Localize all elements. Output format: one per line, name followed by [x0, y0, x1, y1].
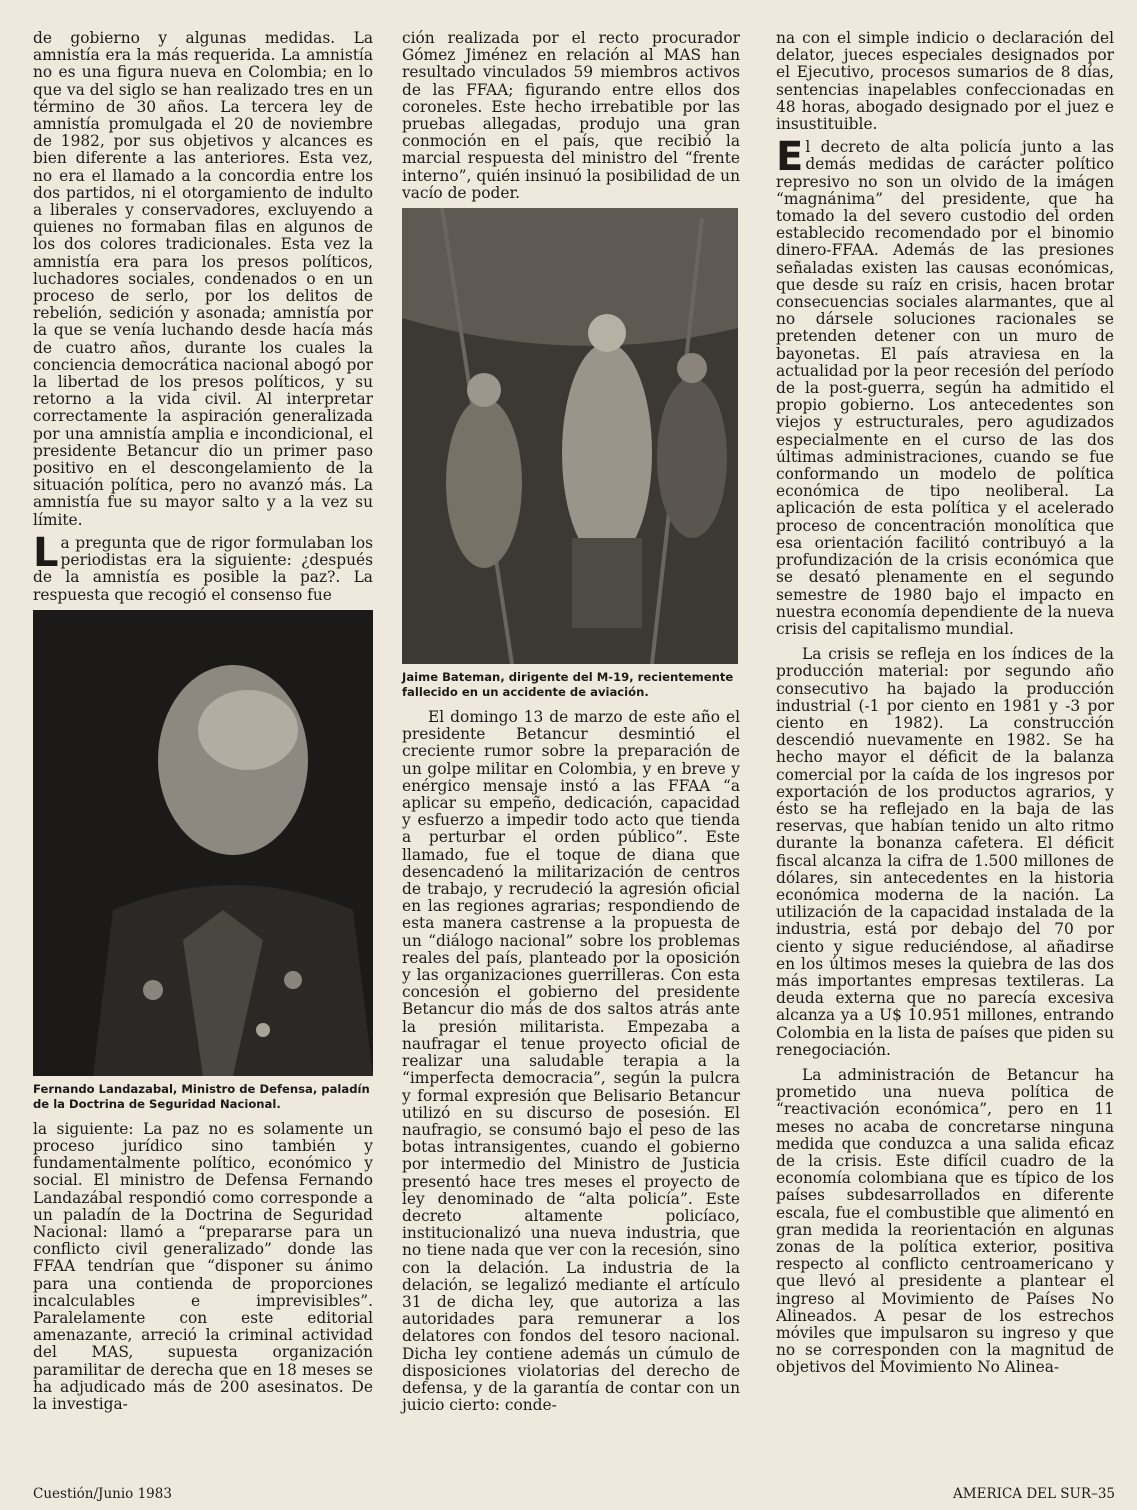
group-illustration	[402, 208, 738, 664]
footer-issue: Cuestión/Junio 1983	[33, 1486, 172, 1502]
paragraph-dropcap	[33, 529, 373, 604]
photo-bateman	[402, 208, 738, 664]
paragraph: ción realizada por el recto procurador Gómez Jiménez en relación al MAS han resultado vinculados 59 miembros activos de las FFAA; figurando entre ellos dos coroneles. Este hecho irrebatible por las pruebas allegadas, produjo una gran conmoción en el país, que recibió la marcial respuesta del ministro del “frente interno”, quién insinuó la posibilidad de un vacío de poder.	[402, 29, 740, 202]
paragraph: la siguiente: La paz no es solamente un proceso jurídico sino también y fundamentalmente político, económico y social. El ministro de Defensa Fernando Landazábal respondió como corresponde a un paladín de la Doctrina de Seguridad Nacional: llamó a “prepararse para un conflicto civil generalizado” donde las FFAA tendrían que “disponer su ánimo para una contienda de proporciones incalculables e imprevisibles”. Paralelamente con este editorial amenazante, arreció la criminal actividad del MAS, supuesta organización paramilitar de derecha que en 18 meses se ha adjudicado más de 200 asesinatos. De la investiga-	[33, 1119, 373, 1413]
drop-cap: L	[33, 529, 59, 576]
drop-cap: E	[776, 134, 804, 181]
photo-landazabal	[33, 610, 373, 1076]
photo-caption: Jaime Bateman, dirigente del M-19, recientemente fallecido en un accidente de aviación.	[402, 670, 734, 700]
paragraph: El domingo 13 de marzo de este año el presidente Betancur desmintió el creciente rumor sobre la preparación de un golpe militar en Colombia, y en breve y enérgico mensaje instó a las FFAA “a aplicar su empeño, dedicación, capacidad y esfuerzo a impedir todo acto que tienda a perturbar el orden público”. Este llamado, fue el toque de diana que desencadenó la militarización de centros de trabajo, y recrudeció la agresión oficial en las regiones agrarias; respondiendo de esta manera castrense a la propuesta de un “diálogo nacional” sobre los problemas reales del país, planteado por la oposición y las organizaciones guerrilleras. Con esta concesión el gobierno del presidente Betancur dio más de dos saltos atrás ante la presión militarista. Empezaba a naufragar el tenue proyecto oficial de realizar una saludable terapia a la “imperfecta democracia”, según la pulcra y formal expresión que Belisario Betancur utilizó en su discurso de posesión. El naufragio, se consumó bajo el peso de las botas intransigentes, cuando el gobierno por intermedio del Ministro de Justicia presentó hace tres meses el proyecto de ley denominado de “alta policía”. Este decreto altamente policíaco, institucionalizó una nueva industria, que no tiene nada que ver con la recesión, sino con la delación. La industria de la delación, se legalizó mediante el artículo 31 de dicha ley, que autoriza a las autoridades para remunerar a los delatores con fondos del tesoro nacional. Dicha ley contiene además un cúmulo de disposiciones violatorias del derecho de defensa, y de la garantía de contar con un juicio cierto: conde-	[402, 708, 740, 1415]
paragraph: La crisis se refleja en los índices de la producción material: por segundo año consecutivo ha bajado la producción industrial (-1 por ciento en 1981 y -3 por ciento en 1982). La construcción descendió nuevamente en 1982. Se ha hecho mayor el déficit de la balanza comercial por la caída de los ingresos por exportación de los productos agrarios, y ésto se ha reflejado en la baja de las reservas, que habían tenido un alto ritmo durante la bonanza cafetera. El déficit fiscal alcanza la cifra de 1.500 millones de dólares, sin antecedentes en la historia económica moderna de la nación. La utilización de la capacidad instalada de la industria, está por debajo del 70 por ciento y sigue reduciéndose, al añadirse en los últimos meses la quiebra de las dos más importantes empresas textileras. La deuda externa que no parecía excesiva alcanza ya a U$ 10.951 millones, entrando Colombia en la lista de países que piden su renegociación.	[776, 645, 1114, 1059]
paragraph: na con el simple indicio o declaración del delator, jueces especiales designados por el Ejecutivo, procesos sumarios de 8 días, sentencias inapelables confeccionadas en 48 horas, abogado designado por el juez e insustituible.	[776, 29, 1114, 134]
paragraph: de gobierno y algunas medidas. La amnistía era la más requerida. La amnistía no es una figura nueva en Colombia; en lo que va del siglo se han realizado tres en un término de 30 años. La tercera ley de amnistía promulgada el 20 de noviembre de 1982, por sus objetivos y alcances es bien diferente a las anteriores. Esta vez, no era el llamado a la concordia entre los dos partidos, ni el otorgamiento de indulto a liberales y conservadores, excluyendo a quienes no formaban filas en algunos de los dos colores tradicionales. Esta vez la amnistía era para los presos políticos, luchadores sociales, condenados o en un proceso de serlo, por los delitos de rebelión, sedición y asonada; amnistía por la que se venía luchando desde hacía más de cuatro años, durante los cuales la conciencia democrática nacional abogó por la libertad de los presos políticos, y su retorno a la vida civil. Al interpretar correctamente la aspiración generalizada por una amnistía amplia e incondicional, el presidente Betancur dio un primer paso positivo en el descongelamiento de la situación política, pero no avanzó más. La amnistía fue su mayor salto y a la vez su límite.	[33, 29, 373, 529]
paragraph-dropcap	[776, 134, 1114, 638]
column-3	[776, 30, 1114, 1377]
column-2	[402, 30, 740, 1414]
paragraph-text: l decreto de alta policía junto a las demás medidas de carácter político represivo no son un olvido de la imágen “magnánima” del presidente, que ha tomado la del severo custodio del orden establecido recomendado por el binomio dinero-FFAA. Además de las presiones señaladas existen las causas económicas, que desde su raíz en crisis, hacen brotar consecuencias sociales alarmantes, que al no dársele soluciones racionales se pretenden detener con un muro de bayonetas. El país atraviesa en la actualidad por la peor recesión del período de la post-guerra, según ha admitido el propio gobierno. Los antecedentes son viejos y estructurales, pero agudizados especialmente en el curso de las dos últimas administraciones, cuando se fue conformando un modelo de política económica de tipo neoliberal. La aplicación de esta política y el acelerado proceso de concentración monolítica que esa orientación facilitó contribuyó a la profundización de la crisis económica que se desató plenamente en el segundo semestre de 1980 bajo el impacto en nuestra economía dependiente de la nueva crisis del capitalismo mundial.	[776, 138, 1114, 638]
footer-page: AMERICA DEL SUR–35	[953, 1486, 1115, 1502]
portrait-illustration	[33, 610, 373, 1076]
column-1	[33, 30, 373, 1413]
paragraph: La administración de Betancur ha prometido una nueva política de “reactivación económica”, pero en 11 meses no acaba de concretarse ninguna medida que conduzca a una salida eficaz de la crisis. Este difícil cuadro de la economía colombiana que es típico de los países subdesarrollados en diferente escala, fue el combustible que alimentó en gran medida la reorientación en algunas zonas de la política exterior, positiva respecto al conflicto centroamericano y que llevó al presidente a plantear el ingreso al Movimiento de Países No Alineados. A pesar de los estrechos móviles que impulsaron su ingreso y que no se corresponden con la magnitud de objetivos del Movimiento No Alinea-	[776, 1065, 1114, 1377]
paragraph-text: a pregunta que de rigor formulaban los periodistas era la siguiente: ¿después de la amnistía es posible la paz?. La respuesta que recogió el consenso fue	[33, 533, 373, 604]
photo-caption: Fernando Landazabal, Ministro de Defensa, paladín de la Doctrina de Seguridad Nacional.	[33, 1081, 370, 1111]
